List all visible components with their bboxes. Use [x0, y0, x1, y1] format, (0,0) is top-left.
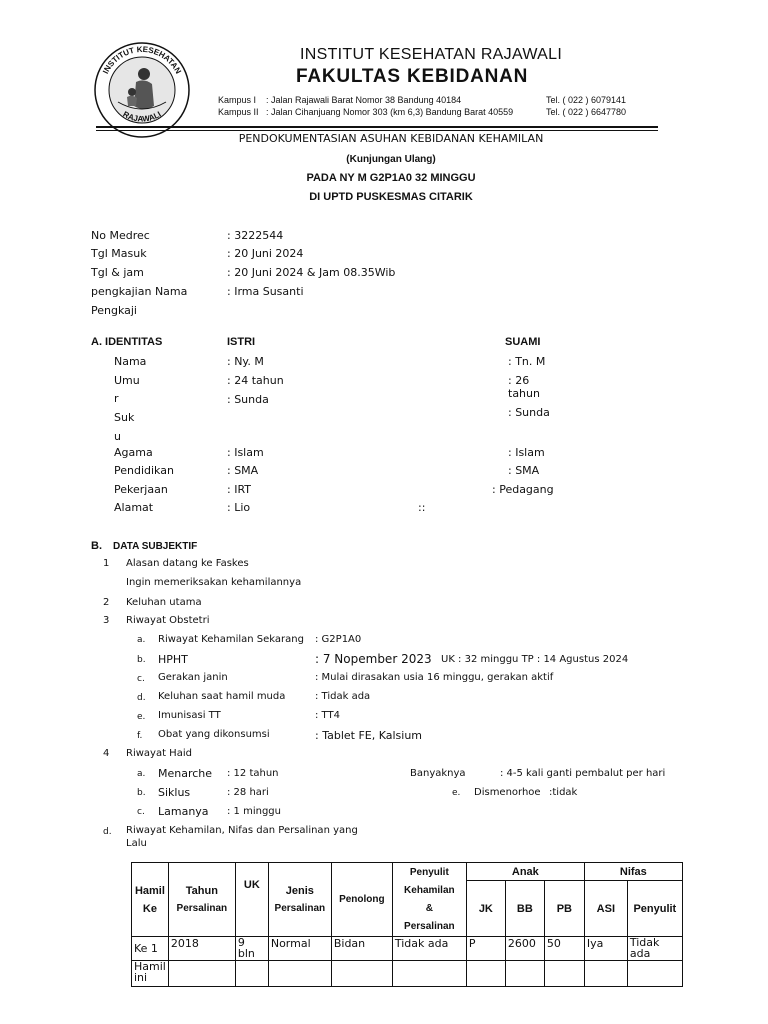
agama-istri: : Islam: [227, 446, 264, 459]
haid-c-letter: c.: [137, 807, 145, 817]
item3-num: 3: [103, 615, 110, 626]
nama-istri: : Ny. M: [227, 355, 264, 368]
cell-ke-1: Hamil: [134, 960, 166, 973]
header-rule-thick: [96, 126, 658, 128]
istri-heading: ISTRI: [227, 336, 256, 348]
cell-empty: [544, 961, 584, 987]
umur-label-2: r: [114, 392, 119, 405]
cell-pb: 50: [544, 937, 584, 961]
item2-num: 2: [103, 597, 110, 608]
nama-suami: : Tn. M: [508, 355, 546, 368]
campus2-phone: Tel. ( 022 ) 6647780: [546, 107, 627, 117]
cell-penyulit: Tidak ada: [392, 937, 466, 961]
item1-detail: Ingin memeriksakan kehamilannya: [126, 577, 302, 588]
table-header-row: [132, 863, 683, 881]
siklus-value: : 28 hari: [227, 787, 269, 798]
obst-e-letter: e.: [137, 712, 146, 722]
no-medrec-value: : 3222544: [227, 229, 284, 242]
cell-empty: [331, 961, 392, 987]
doc-title: PENDOKUMENTASIAN ASUHAN KEBIDANAN KEHAMILAN: [238, 132, 544, 145]
item4-num: 4: [103, 748, 110, 759]
banyaknya-value: : 4-5 kali ganti pembalut per hari: [500, 768, 666, 779]
suku-label-2: u: [114, 430, 121, 443]
cell-asi: Iya: [584, 937, 627, 961]
cell-penyulit-nifas: [627, 937, 682, 961]
obst-b-extra: UK : 32 minggu TP : 14 Agustus 2024: [441, 654, 629, 665]
suami-heading: SUAMI: [505, 336, 541, 348]
th-penyulit-3: &: [425, 902, 433, 914]
item-d-letter: d.: [103, 827, 112, 837]
subjektif-heading: DATA SUBJEKTIF: [113, 541, 198, 552]
doc-location-line: DI UPTD PUSKESMAS CITARIK: [309, 191, 473, 203]
tgl-masuk-value: : 20 Juni 2024: [227, 247, 304, 260]
obst-a-value: : G2P1A0: [315, 634, 362, 645]
subjektif-letter: B.: [91, 540, 102, 552]
cell-uk-1: 9: [237, 936, 245, 949]
obst-a-label: Riwayat Kehamilan Sekarang: [158, 634, 304, 645]
cell-penolong: Bidan: [331, 937, 392, 961]
alamat-label: Alamat: [114, 501, 154, 514]
pendidikan-label: Pendidikan: [114, 464, 174, 477]
th-hamil-2: Ke: [142, 902, 157, 915]
obst-d-label: Keluhan saat hamil muda: [158, 691, 286, 702]
th-tahun-1: Tahun: [185, 885, 218, 897]
menarche-label: Menarche: [158, 767, 213, 780]
obst-e-value: : TT4: [315, 710, 340, 721]
obst-f-value: : Tablet FE, Kalsium: [315, 729, 423, 742]
th-jk: JK: [466, 881, 505, 937]
obst-e-label: Imunisasi TT: [158, 710, 221, 721]
item-d-label-1: Riwayat Kehamilan, Nifas dan Persalinan yang: [126, 825, 358, 836]
pekerjaan-suami: : Pedagang: [492, 483, 554, 496]
cell-jk: P: [466, 937, 505, 961]
alamat-suami: ::: [418, 501, 426, 514]
cell-empty: [268, 961, 331, 987]
haid-b-letter: b.: [137, 788, 146, 798]
obst-f-letter: f.: [137, 731, 143, 741]
doc-patient-line: PADA NY M G2P1A0 32 MINGGU: [306, 172, 476, 184]
cell-penyulit-nifas-2: ada: [629, 947, 651, 960]
cell-ke-2: ini: [134, 971, 148, 984]
no-medrec-label: No Medrec: [91, 229, 150, 242]
pengkajian-label: pengkajian Nama: [91, 285, 188, 298]
tgl-jam-value: : 20 Juni 2024 & Jam 08.35Wib: [227, 266, 396, 279]
obst-d-value: : Tidak ada: [315, 691, 371, 702]
item1-num: 1: [103, 558, 110, 569]
nama-label: Nama: [114, 355, 147, 368]
campus1-address: : Jalan Rajawali Barat Nomor 38 Bandung 40184: [266, 95, 462, 105]
item1-label: Alasan datang ke Faskes: [126, 558, 249, 569]
th-penyulit-nifas: Penyulit: [627, 881, 682, 937]
agama-label: Agama: [114, 446, 153, 459]
pekerjaan-label: Pekerjaan: [114, 483, 168, 496]
obst-c-value: : Mulai dirasakan usia 16 minggu, gerakan aktif: [315, 672, 554, 683]
logo-text-top: INSTITUT KESEHATAN: [101, 44, 183, 76]
obst-c-label: Gerakan janin: [158, 672, 228, 683]
obst-d-letter: d.: [137, 693, 146, 703]
th-penyulit-1: Penyulit: [409, 866, 449, 878]
lamanya-label: Lamanya: [158, 805, 209, 818]
th-penyulit-2: Kehamilan: [404, 884, 455, 896]
pekerjaan-istri: : IRT: [227, 483, 252, 496]
umur-suami-1: : 26: [508, 374, 530, 387]
obst-b-letter: b.: [137, 655, 146, 665]
cell-uk-2: bln: [237, 947, 255, 960]
menarche-value: : 12 tahun: [227, 768, 279, 779]
th-penyulit: [392, 863, 466, 937]
header-rule-thin: [96, 130, 658, 131]
campus1-label: Kampus I: [218, 95, 257, 105]
obst-a-letter: a.: [137, 635, 146, 645]
cell-ke: Ke 1: [132, 937, 169, 961]
table-row: [132, 961, 683, 987]
dismenorhoe-label: Dismenorhoe: [474, 787, 541, 798]
logo-text-bottom: RAJAWALI: [121, 109, 163, 124]
doc-subtitle: (Kunjungan Ulang): [346, 154, 436, 165]
cell-uk: [235, 937, 268, 961]
obst-b-value: : 7 Nopember 2023: [315, 652, 432, 666]
siklus-label: Siklus: [158, 786, 191, 799]
cell-bb: 2600: [505, 937, 544, 961]
lamanya-value: : 1 minggu: [227, 806, 281, 817]
alamat-istri: : Lio: [227, 501, 251, 514]
haid-a-letter: a.: [137, 769, 146, 779]
identitas-heading: A. IDENTITAS: [91, 336, 163, 348]
item-d-label-2: Lalu: [126, 838, 147, 849]
haid-e-letter: e.: [452, 788, 461, 798]
obst-b-label: HPHT: [158, 653, 188, 666]
item3-label: Riwayat Obstetri: [126, 615, 210, 626]
th-anak: Anak: [466, 863, 584, 881]
cell-tahun: 2018: [168, 937, 235, 961]
cell-empty: [505, 961, 544, 987]
umur-suami-2: tahun: [508, 387, 540, 400]
th-tahun-2: Persalinan: [176, 903, 228, 914]
institution-logo: [92, 40, 192, 140]
th-hamil-1: Hamil: [134, 884, 165, 897]
obst-f-label: Obat yang dikonsumsi: [158, 729, 270, 740]
cell-ke: [132, 961, 169, 987]
th-uk: UK: [235, 863, 268, 937]
th-nifas: Nifas: [584, 863, 682, 881]
obst-c-letter: c.: [137, 674, 145, 684]
faculty-name: FAKULTAS KEBIDANAN: [296, 66, 529, 87]
suku-istri: : Sunda: [227, 393, 269, 406]
th-penyulit-4: Persalinan: [404, 920, 455, 932]
th-bb: BB: [505, 881, 544, 937]
suku-label-1: Suk: [114, 411, 135, 424]
table-row: [132, 937, 683, 961]
campus2-address: : Jalan Cihanjuang Nomor 303 (km 6,3) Bandung Barat 40559: [266, 107, 514, 117]
cell-jenis: Normal: [268, 937, 331, 961]
th-jenis: [268, 863, 331, 937]
umur-label-1: Umu: [114, 374, 140, 387]
suku-suami: : Sunda: [508, 406, 550, 419]
cell-empty: [466, 961, 505, 987]
institution-name: INSTITUT KESEHATAN RAJAWALI: [300, 46, 563, 63]
pendidikan-suami: : SMA: [508, 464, 540, 477]
cell-empty: [627, 961, 682, 987]
item2-label: Keluhan utama: [126, 597, 202, 608]
campus2-label: Kampus II: [218, 107, 259, 117]
th-jenis-1: Jenis: [285, 885, 314, 897]
cell-empty: [168, 961, 235, 987]
pengkaji-label: Pengkaji: [91, 304, 137, 317]
tgl-masuk-label: Tgl Masuk: [91, 247, 147, 260]
cell-empty: [235, 961, 268, 987]
cell-empty: [392, 961, 466, 987]
campus1-phone: Tel. ( 022 ) 6079141: [546, 95, 627, 105]
th-pb: PB: [544, 881, 584, 937]
th-tahun: [168, 863, 235, 937]
pendidikan-istri: : SMA: [227, 464, 259, 477]
banyaknya-label: Banyaknya: [410, 768, 466, 779]
agama-suami: : Islam: [508, 446, 545, 459]
th-hamil: [132, 863, 169, 937]
tgl-jam-label: Tgl & jam: [91, 266, 144, 279]
cell-empty: [584, 961, 627, 987]
dismenorhoe-value: :tidak: [549, 787, 578, 798]
th-asi: ASI: [584, 881, 627, 937]
cell-penyulit-nifas-1: Tidak: [629, 936, 660, 949]
pregnancy-history-table: [131, 862, 683, 987]
umur-istri: : 24 tahun: [227, 374, 284, 387]
pengkajian-value: : Irma Susanti: [227, 285, 304, 298]
th-jenis-2: Persalinan: [274, 903, 326, 914]
item4-label: Riwayat Haid: [126, 748, 192, 759]
th-penolong: Penolong: [331, 863, 392, 937]
